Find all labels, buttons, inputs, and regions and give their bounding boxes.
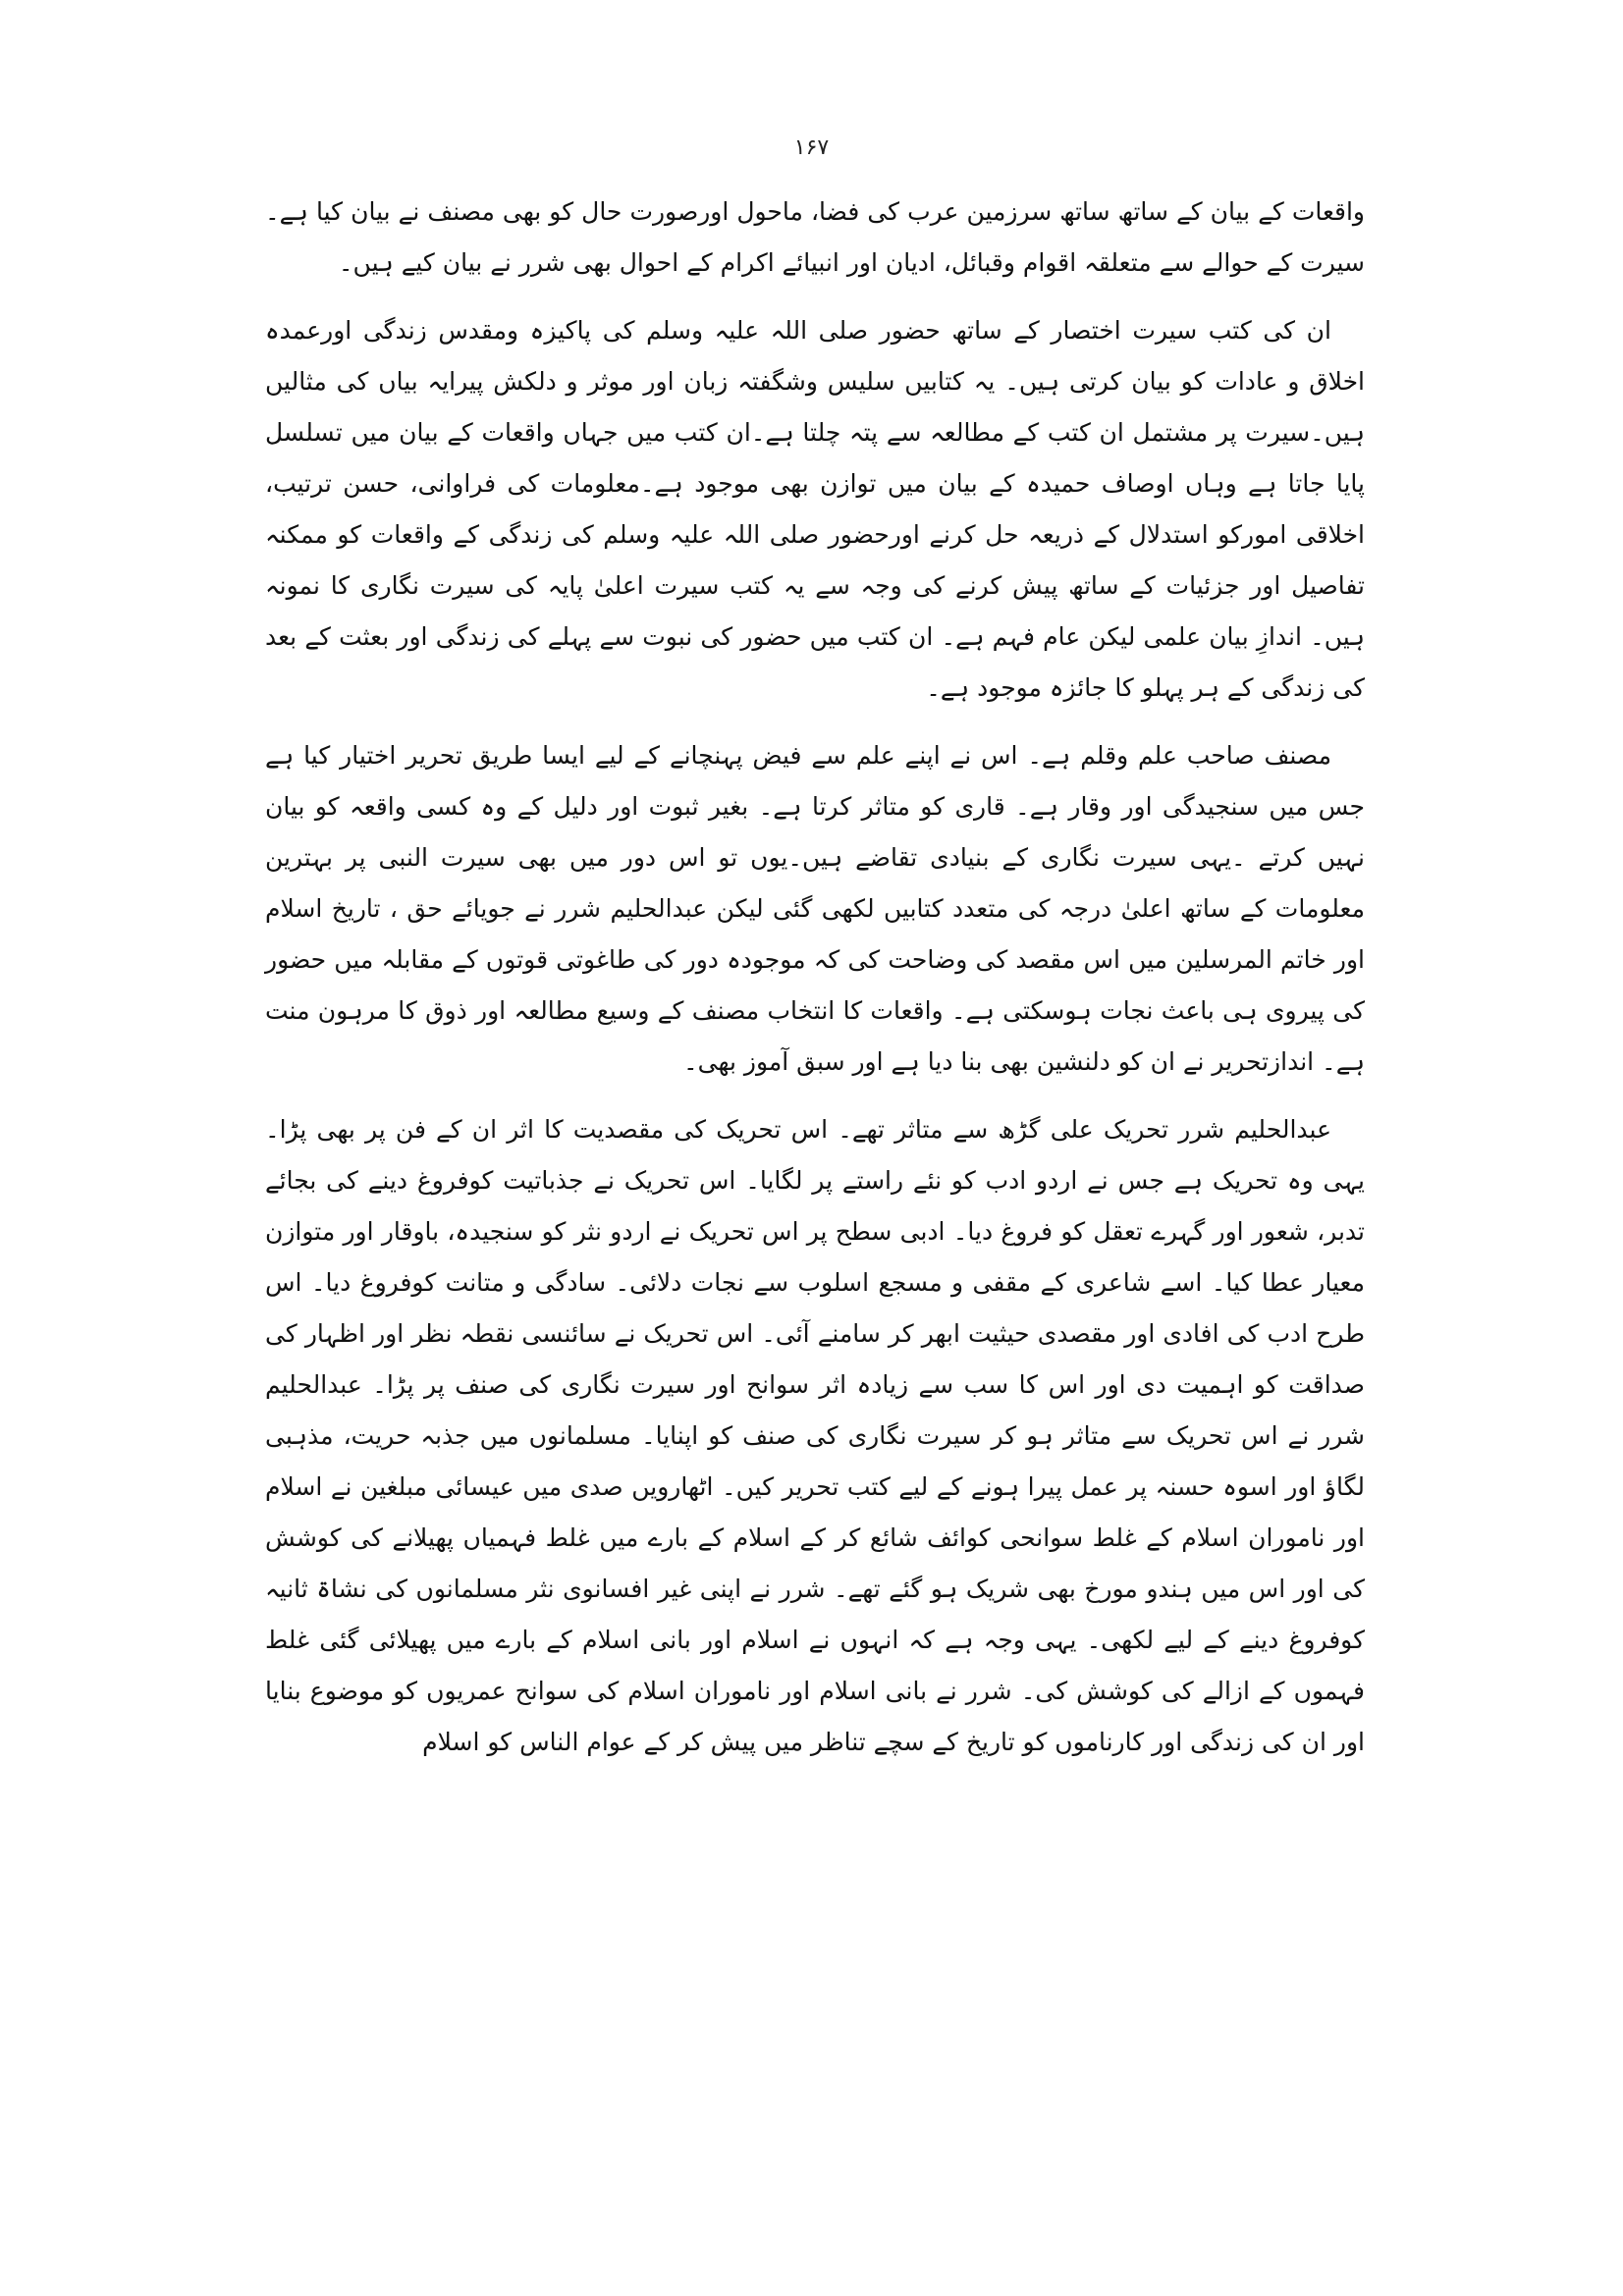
- body-text: [265, 187, 1365, 1785]
- paragraph-2: ان کی کتب سیرت اختصار کے ساتھ حضور صلی اللہ علیہ وسلم کی پاکیزہ ومقدس زندگی اورعمدہ اخلاق و عادات کو بیان کرتی ہیں۔ یہ کتابیں سلیس وشگفتہ زبان اور موثر و دلکش پیرایہ بیاں کی مثالیں ہیں۔سیرت پر مشتمل ان کتب کے مطالعہ سے پتہ چلتا ہے۔ان کتب میں جہاں واقعات کے بیان میں تسلسل پایا جاتا ہے وہاں اوصاف حمیدہ کے بیان میں توازن بھی موجود ہے۔معلومات کی فراوانی، حسن ترتیب، اخلاقی امورکو استدلال کے ذریعہ حل کرنے اورحضور صلی اللہ علیہ وسلم کی زندگی کے واقعات کو ممکنہ تفاصیل اور جزئیات کے ساتھ پیش کرنے کی وجہ سے یہ کتب سیرت اعلیٰ پایہ کی سیرت نگاری کا نمونہ ہیں۔ اندازِ بیان علمی لیکن عام فہم ہے۔ ان کتب میں حضور کی نبوت سے پہلے کی زندگی اور بعثت کے بعد کی زندگی کے ہر پہلو کا جائزہ موجود ہے۔: [265, 316, 1365, 702]
- paragraph-4: عبدالحلیم شرر تحریک علی گڑھ سے متاثر تھے۔ اس تحریک کی مقصدیت کا اثر ان کے فن پر بھی پڑا۔ یہی وہ تحریک ہے جس نے اردو ادب کو نئے راستے پر لگایا۔ اس تحریک نے جذباتیت کوفروغ دینے کی بجائے تدبر، شعور اور گہرے تعقل کو فروغ دیا۔ ادبی سطح پر اس تحریک نے اردو نثر کو سنجیدہ، باوقار اور متوازن معیار عطا کیا۔ اسے شاعری کے مقفی و مسجع اسلوب سے نجات دلائی۔ سادگی و متانت کوفروغ دیا۔ اس طرح ادب کی افادی اور مقصدی حیثیت ابھر کر سامنے آئی۔ اس تحریک نے سائنسی نقطہ نظر اور اظہار کی صداقت کو اہمیت دی اور اس کا سب سے زیادہ اثر سوانح اور سیرت نگاری کی صنف پر پڑا۔ عبدالحلیم شرر نے اس تحریک سے متاثر ہو کر سیرت نگاری کی صنف کو اپنایا۔ مسلمانوں میں جذبہ حریت، مذہبی لگاؤ اور اسوہ حسنہ پر عمل پیرا ہونے کے لیے کتب تحریر کیں۔ اٹھارویں صدی میں عیسائی مبلغین نے اسلام اور ناموران اسلام کے غلط سوانحی کوائف شائع کر کے اسلام کے بارے میں غلط فہمیاں پھیلانے کی کوشش کی اور اس میں ہندو مورخ بھی شریک ہو گئے تھے۔ شرر نے اپنی غیر افسانوی نثر مسلمانوں کی نشاۃ ثانیہ کوفروغ دینے کے لیے لکھی۔ یہی وجہ ہے کہ انہوں نے اسلام اور بانی اسلام کے بارے میں پھیلائی گئی غلط فہموں کے ازالے کی کوشش کی۔ شرر نے بانی اسلام اور ناموران اسلام کی سوانح عمریوں کو موضوع بنایا اور ان کی زندگی اور کارناموں کو تاریخ کے سچے تناظر میں پیش کر کے عوام الناس کو اسلام: [265, 1115, 1365, 1756]
- paragraph-1: واقعات کے بیان کے ساتھ ساتھ سرزمین عرب کی فضا، ماحول اورصورت حال کو بھی مصنف نے بیان کیا ہے۔سیرت کے حوالے سے متعلقہ اقوام وقبائل، ادیان اور انبیائے اکرام کے احوال بھی شرر نے بیان کیے ہیں۔: [265, 197, 1365, 277]
- page-number: ۱۶۷: [793, 135, 830, 160]
- paragraph-3: مصنف صاحب علم وقلم ہے۔ اس نے اپنے علم سے فیض پہنچانے کے لیے ایسا طریق تحریر اختیار کیا ہے جس میں سنجیدگی اور وقار ہے۔ قاری کو متاثر کرتا ہے۔ بغیر ثبوت اور دلیل کے وہ کسی واقعہ کو بیان نہیں کرتے ۔یہی سیرت نگاری کے بنیادی تقاضے ہیں۔یوں تو اس دور میں بھی سیرت النبی پر بہترین معلومات کے ساتھ اعلیٰ درجہ کی متعدد کتابیں لکھی گئی لیکن عبدالحلیم شرر نے جویائے حق ، تاریخ اسلام اور خاتم المرسلین میں اس مقصد کی وضاحت کی کہ موجودہ دور کی طاغوتی قوتوں کے مقابلہ میں حضور کی پیروی ہی باعث نجات ہوسکتی ہے۔ واقعات کا انتخاب مصنف کے وسیع مطالعہ اور ذوق کا مرہون منت ہے۔ اندازتحریر نے ان کو دلنشین بھی بنا دیا ہے اور سبق آموز بھی۔: [265, 741, 1365, 1076]
